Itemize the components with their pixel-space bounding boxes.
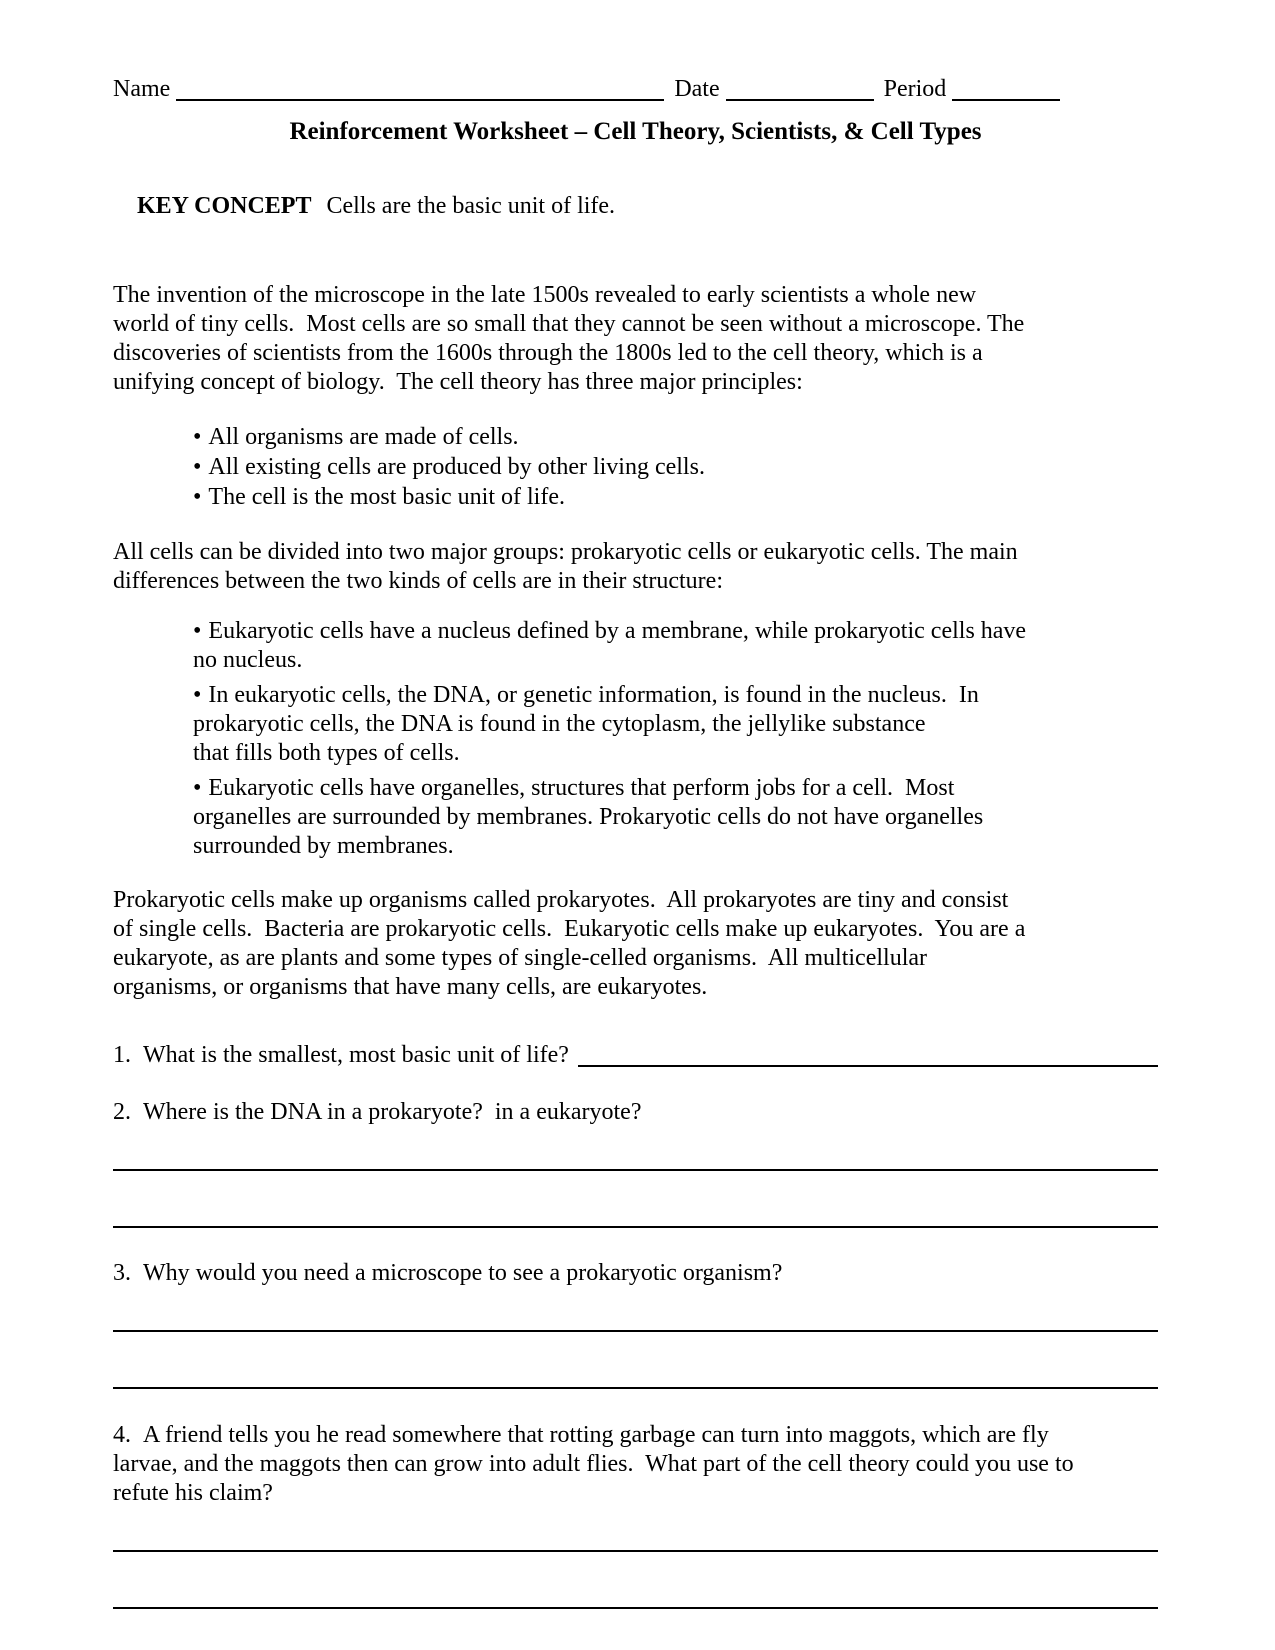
paragraph-line: world of tiny cells. Most cells are so small that they cannot be seen without a microscope. The [113, 311, 1025, 337]
key-concept-text: Cells are the basic unit of life. [326, 193, 616, 219]
paragraph-line: discoveries of scientists from the 1600s through the 1800s led to the cell theory, which is a [113, 340, 983, 366]
list-item [193, 617, 1158, 675]
list-item-text: All organisms are made of cells. [208, 424, 519, 450]
question-1-answer-blank [578, 1065, 1158, 1067]
list-item-text: prokaryotic cells, the DNA is found in the cytoplasm, the jellylike substance [193, 711, 926, 737]
cell-groups-paragraph [113, 538, 1158, 596]
answer-line [113, 1508, 1158, 1552]
list-item [193, 422, 1158, 452]
bullet-icon: • [193, 454, 202, 480]
bullet-icon: • [193, 682, 202, 708]
paragraph-line: differences between the two kinds of cells are in their structure: [113, 568, 723, 594]
answer-line [113, 1332, 1158, 1389]
key-concept [113, 163, 1158, 250]
question-text: Where is the DNA in a prokaryote? in a eukaryote? [143, 1099, 642, 1125]
list-item-text: that fills both types of cells. [193, 740, 460, 766]
question-3 [113, 1259, 1158, 1288]
list-item [193, 452, 1158, 482]
answer-line [113, 1127, 1158, 1171]
paragraph-line: Prokaryotic cells make up organisms called prokaryotes. All prokaryotes are tiny and consist [113, 887, 1009, 913]
list-item [193, 681, 1158, 768]
paragraph-line: organisms, or organisms that have many cells, are eukaryotes. [113, 974, 708, 1000]
question-number: 3. [113, 1260, 131, 1286]
name-blank [176, 99, 664, 101]
list-item-text: All existing cells are produced by other living cells. [208, 454, 705, 480]
date-blank [726, 99, 874, 101]
question-text: larvae, and the maggots then can grow into adult flies. What part of the cell theory could you use to [113, 1451, 1074, 1477]
intro-paragraph [113, 281, 1158, 397]
list-item [193, 482, 1158, 512]
answer-line [113, 1288, 1158, 1332]
list-item [193, 774, 1158, 861]
question-number: 2. [113, 1099, 131, 1125]
paragraph-line: All cells can be divided into two major groups: prokaryotic cells or eukaryotic cells. The main [113, 539, 1018, 565]
question-text: What is the smallest, most basic unit of life? [143, 1042, 569, 1068]
list-item-text: no nucleus. [193, 647, 303, 673]
question-1 [113, 1041, 1158, 1070]
question-text: refute his claim? [113, 1480, 273, 1506]
header-fields-row [113, 75, 1158, 104]
question-number: 4. [113, 1422, 131, 1448]
cell-theory-principles-list [193, 422, 1158, 512]
list-item-text: Eukaryotic cells have a nucleus defined by a membrane, while prokaryotic cells have [208, 618, 1027, 644]
paragraph-line: of single cells. Bacteria are prokaryotic cells. Eukaryotic cells make up eukaryotes. You are a [113, 916, 1026, 942]
cell-differences-list [193, 617, 1158, 861]
key-concept-label: KEY CONCEPT [137, 193, 312, 219]
list-item-text: surrounded by membranes. [193, 833, 454, 859]
name-label: Name [113, 76, 171, 102]
prokaryotes-eukaryotes-paragraph [113, 886, 1158, 1002]
period-blank [952, 99, 1060, 101]
bullet-icon: • [193, 775, 202, 801]
question-text: Why would you need a microscope to see a prokaryotic organism? [143, 1260, 783, 1286]
list-item-text: In eukaryotic cells, the DNA, or genetic information, is found in the nucleus. In [208, 682, 979, 708]
list-item-text: The cell is the most basic unit of life. [208, 484, 565, 510]
bullet-icon: • [193, 424, 202, 450]
answer-line [113, 1552, 1158, 1609]
list-item-text: organelles are surrounded by membranes. Prokaryotic cells do not have organelles [193, 804, 984, 830]
paragraph-line: The invention of the microscope in the late 1500s revealed to early scientists a whole new [113, 282, 977, 308]
period-label: Period [883, 76, 947, 102]
bullet-icon: • [193, 618, 202, 644]
paragraph-line: unifying concept of biology. The cell theory has three major principles: [113, 369, 803, 395]
paragraph-line: eukaryote, as are plants and some types of single-celled organisms. All multicellular [113, 945, 928, 971]
bullet-icon: • [193, 484, 202, 510]
question-4 [113, 1421, 1158, 1508]
list-item-text: Eukaryotic cells have organelles, structures that perform jobs for a cell. Most [208, 775, 955, 801]
question-text: A friend tells you he read somewhere that rotting garbage can turn into maggots, which are fly [143, 1422, 1049, 1448]
question-number: 1. [113, 1042, 131, 1068]
date-label: Date [674, 76, 720, 102]
worksheet-title: Reinforcement Worksheet – Cell Theory, Scientists, & Cell Types [289, 118, 982, 145]
question-2 [113, 1098, 1158, 1127]
answer-line [113, 1171, 1158, 1228]
